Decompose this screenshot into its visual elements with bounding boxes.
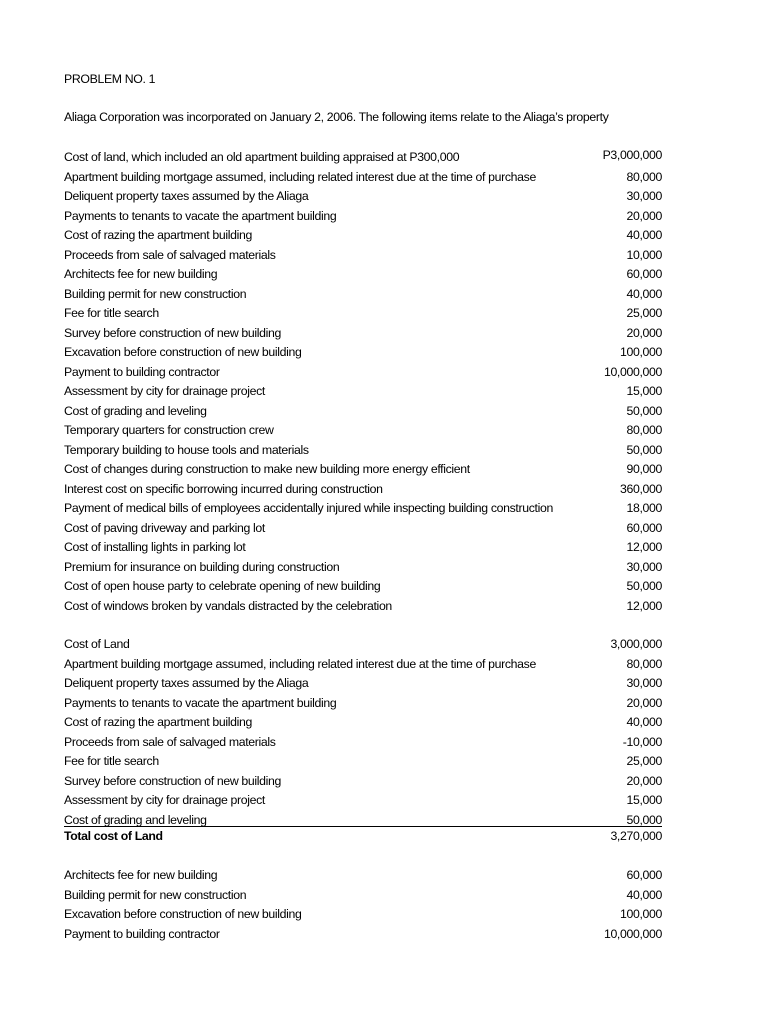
item-amount: 100,000 <box>619 345 662 359</box>
item-label: Interest cost on specific borrowing incurred during construction <box>64 481 383 496</box>
item-amount: 90,000 <box>626 462 662 476</box>
item-label: Excavation before construction of new building <box>64 345 302 359</box>
problem-heading: PROBLEM NO. 1 <box>64 72 156 86</box>
item-label: Proceeds from sale of salvaged materials <box>64 247 276 262</box>
item-label: Payments to tenants to vacate the apartment building <box>64 208 337 223</box>
item-amount: 20,000 <box>626 325 662 340</box>
item-amount: 50,000 <box>626 403 662 418</box>
item-amount: 60,000 <box>626 267 662 281</box>
item-amount: 20,000 <box>626 208 662 223</box>
item-label: Cost of razing the apartment building <box>64 228 253 242</box>
land-item-label: Cost of razing the apartment building <box>64 715 253 729</box>
item-label: Building permit for new construction <box>64 286 247 301</box>
item-amount: 18,000 <box>626 501 662 515</box>
building-item-label: Excavation before construction of new building <box>64 907 302 921</box>
land-item-label: Assessment by city for drainage project <box>64 793 265 807</box>
building-item-amount: 10,000,000 <box>603 926 662 941</box>
land-item-amount: -10,000 <box>622 734 662 749</box>
building-item-label: Payment to building contractor <box>64 926 220 941</box>
item-amount: 60,000 <box>626 520 662 535</box>
land-item-label: Survey before construction of new building <box>64 773 282 788</box>
item-amount: 40,000 <box>626 228 662 242</box>
building-item-amount: 60,000 <box>626 868 662 882</box>
item-label: Cost of changes during construction to make new building more energy efficient <box>64 462 470 476</box>
item-label: Payment of medical bills of employees accidentally injured while inspecting building construction <box>64 501 553 515</box>
item-amount: 40,000 <box>626 286 662 301</box>
land-item-amount: 15,000 <box>626 793 662 807</box>
item-label: Survey before construction of new building <box>64 325 282 340</box>
land-item-label: Cost of Land <box>64 637 130 651</box>
item-amount: 30,000 <box>626 559 662 574</box>
intro-text: Aliaga Corporation was incorporated on January 2, 2006. The following items relate to the Aliaga’s property <box>64 110 609 124</box>
item-amount: 360,000 <box>619 481 662 496</box>
item-amount: 12,000 <box>626 540 662 554</box>
item-label: Cost of windows broken by vandals distracted by the celebration <box>64 598 392 613</box>
item-label: Cost of grading and leveling <box>64 403 207 418</box>
item-label: Cost of paving driveway and parking lot <box>64 520 265 535</box>
item-amount: 10,000 <box>626 247 662 262</box>
land-item-amount: 25,000 <box>626 754 662 768</box>
total-cost-of-land-label: Total cost of Land <box>64 828 163 843</box>
land-item-amount: 80,000 <box>626 656 662 671</box>
item-amount: 15,000 <box>626 384 662 398</box>
item-amount: 25,000 <box>626 306 662 320</box>
land-item-amount: 50,000 <box>626 812 662 827</box>
item-label: Temporary building to house tools and materials <box>64 442 309 457</box>
item-label: Apartment building mortgage assumed, including related interest due at the time of purchase <box>64 169 536 184</box>
land-item-amount: 30,000 <box>626 676 662 690</box>
item-label: Cost of land, which included an old apartment building appraised at P300,000 <box>64 150 460 164</box>
item-label: Deliquent property taxes assumed by the Aliaga <box>64 189 309 203</box>
item-amount: 50,000 <box>626 442 662 457</box>
land-item-label: Payments to tenants to vacate the apartment building <box>64 695 337 710</box>
item-amount: 30,000 <box>626 189 662 203</box>
land-item-label: Proceeds from sale of salvaged materials <box>64 734 276 749</box>
item-amount: 80,000 <box>626 423 662 437</box>
land-item-amount: 40,000 <box>626 715 662 729</box>
item-label: Payment to building contractor <box>64 364 220 379</box>
item-label: Cost of open house party to celebrate opening of new building <box>64 579 381 593</box>
item-label: Cost of installing lights in parking lot <box>64 540 246 554</box>
building-item-amount: 40,000 <box>626 887 662 902</box>
item-amount: 12,000 <box>626 598 662 613</box>
item-label: Premium for insurance on building during construction <box>64 559 340 574</box>
item-amount: P3,000,000 <box>602 148 662 162</box>
building-item-label: Architects fee for new building <box>64 868 218 882</box>
land-item-label: Apartment building mortgage assumed, including related interest due at the time of purchase <box>64 656 536 671</box>
total-cost-of-land-amount: 3,270,000 <box>610 828 662 843</box>
item-label: Architects fee for new building <box>64 267 218 281</box>
item-label: Temporary quarters for construction crew <box>64 423 274 437</box>
land-item-label: Cost of grading and leveling <box>64 812 207 827</box>
land-item-amount: 3,000,000 <box>610 637 662 651</box>
item-label: Assessment by city for drainage project <box>64 384 265 398</box>
land-item-label: Fee for title search <box>64 754 159 768</box>
item-amount: 80,000 <box>626 169 662 184</box>
item-label: Fee for title search <box>64 306 159 320</box>
item-amount: 10,000,000 <box>603 364 662 379</box>
land-item-label: Deliquent property taxes assumed by the Aliaga <box>64 676 309 690</box>
building-item-amount: 100,000 <box>619 907 662 921</box>
building-item-label: Building permit for new construction <box>64 887 247 902</box>
item-amount: 50,000 <box>626 579 662 593</box>
land-item-amount: 20,000 <box>626 695 662 710</box>
land-item-amount: 20,000 <box>626 773 662 788</box>
